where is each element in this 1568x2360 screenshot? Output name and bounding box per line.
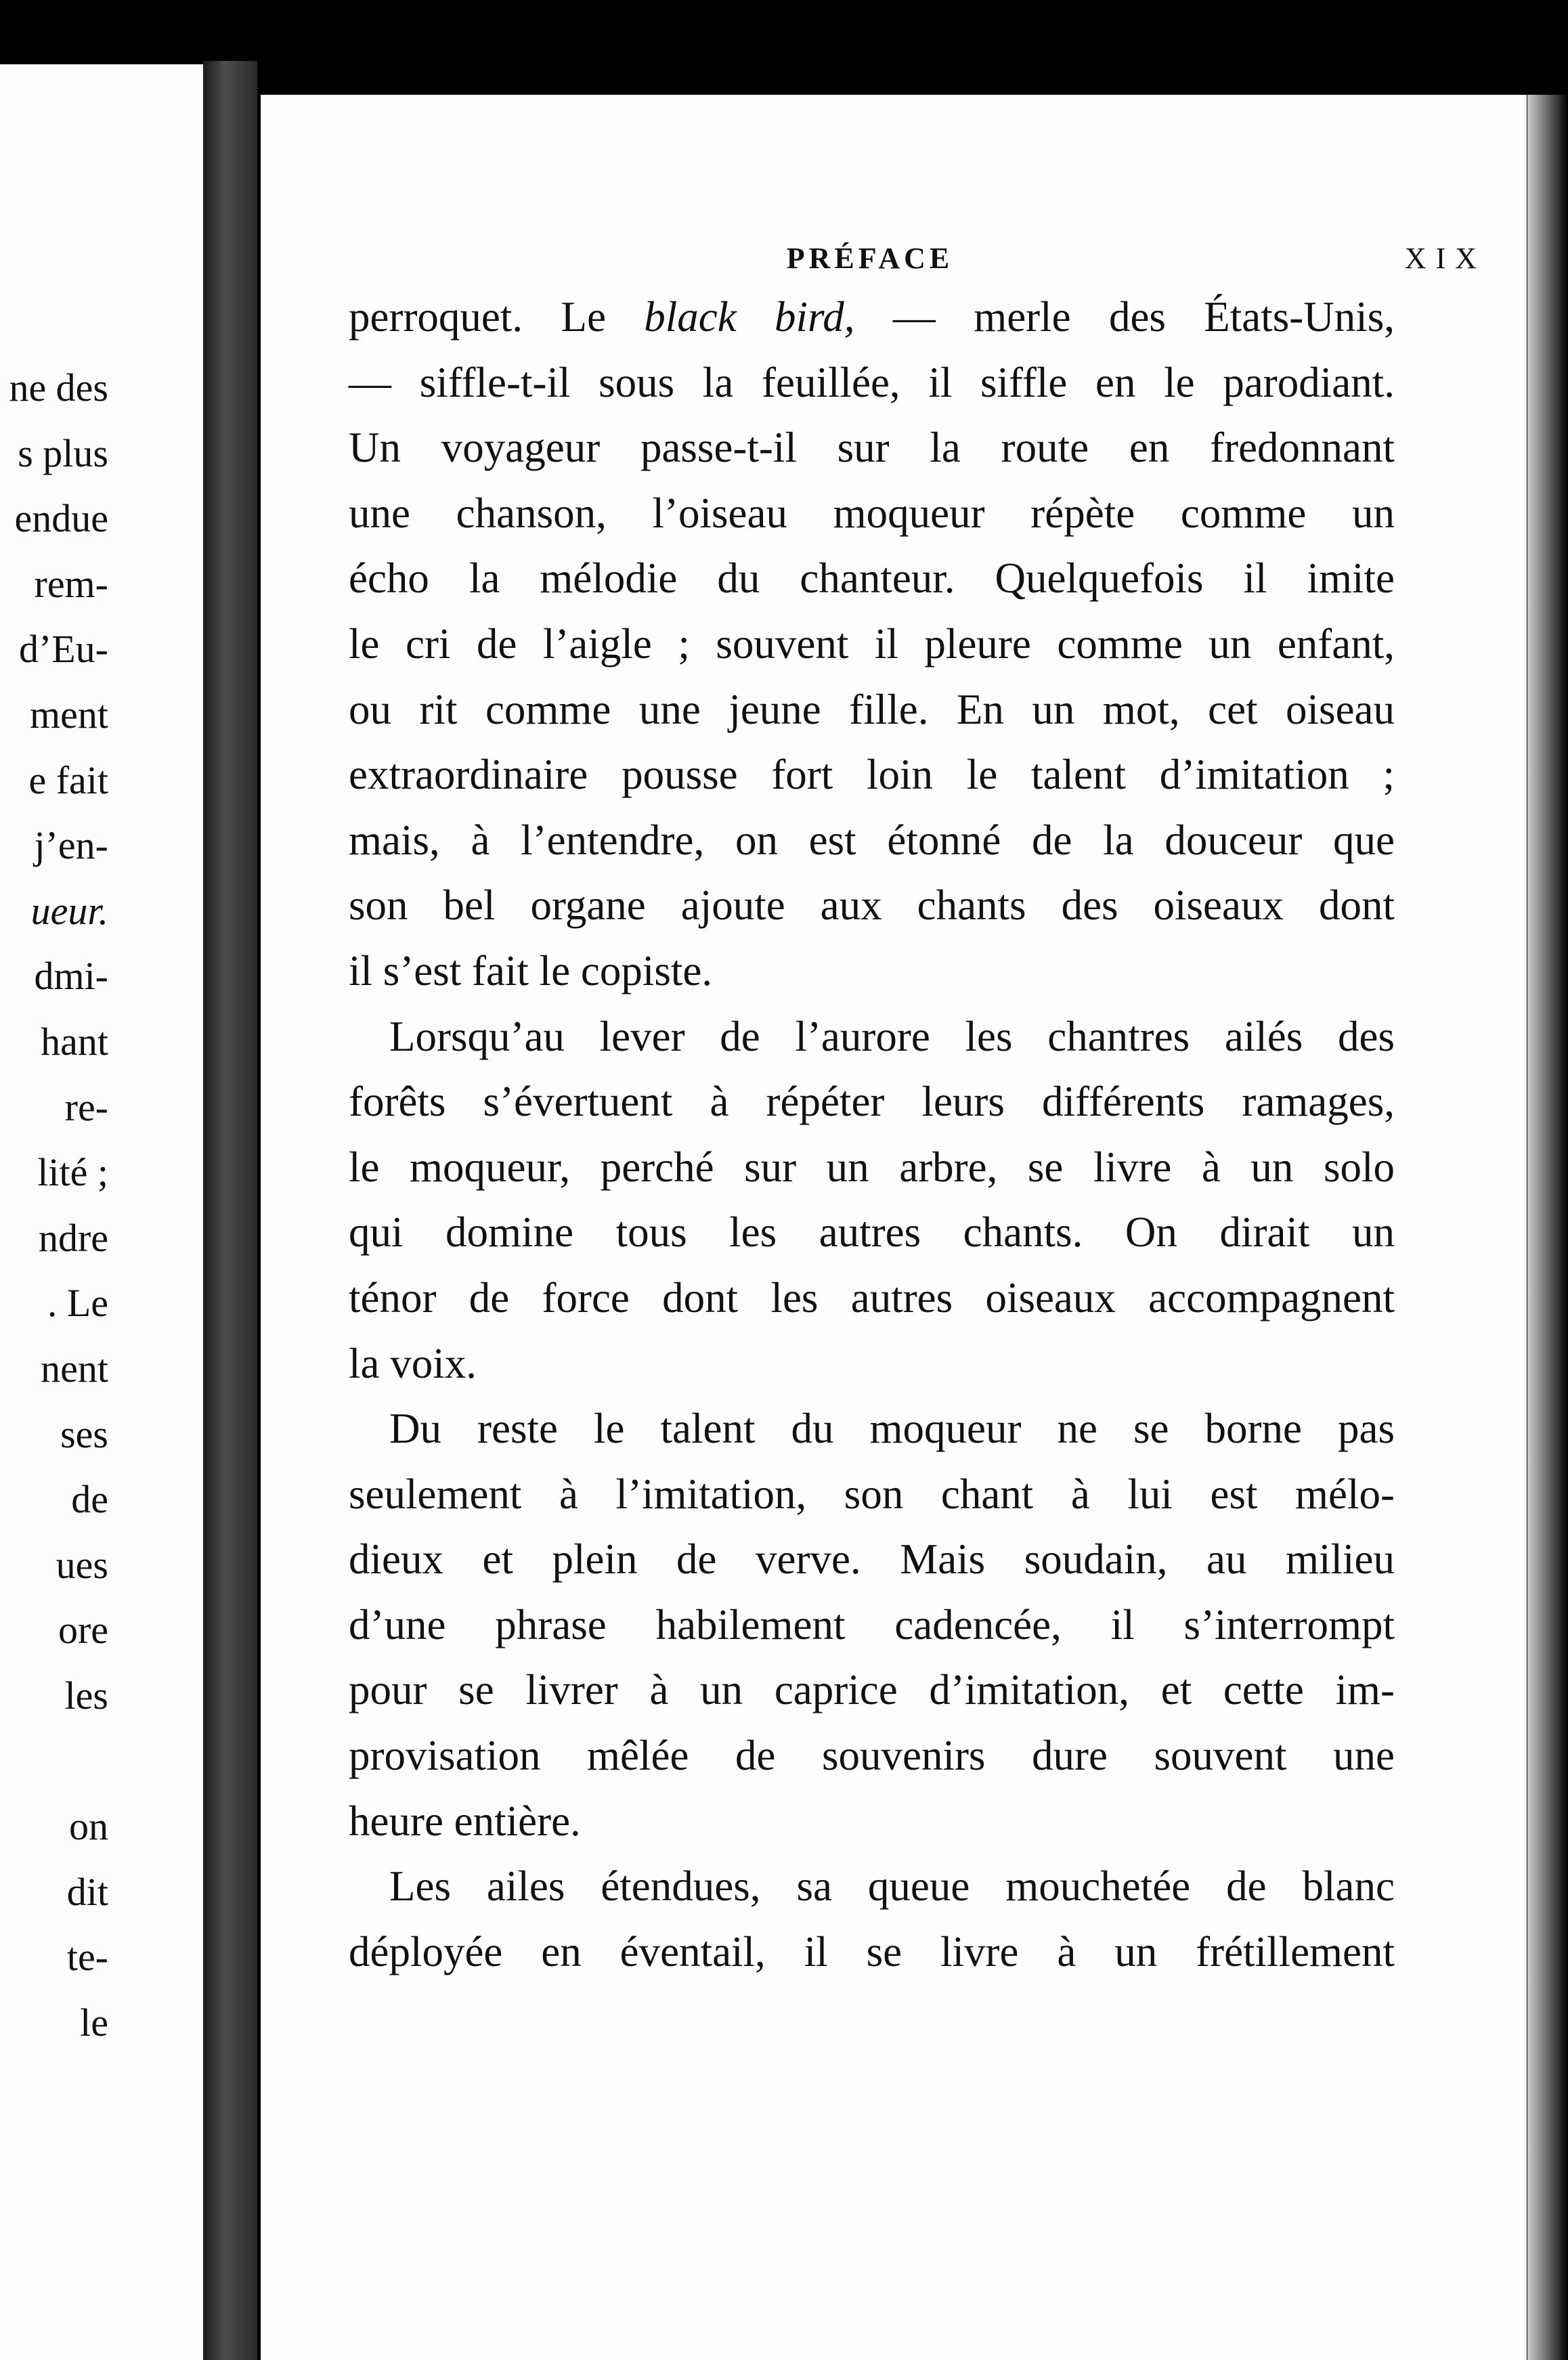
left-line: ues	[56, 1542, 108, 1587]
left-line: ne des	[9, 366, 108, 410]
left-line: ueur.	[30, 888, 108, 933]
text-line: qui domine tous les autres chants. On dirait un	[349, 1208, 1395, 1257]
left-line: hant	[41, 1019, 108, 1064]
left-line: de	[71, 1477, 108, 1522]
left-page-text	[9, 355, 108, 2055]
text-line: le moqueur, perché sur un arbre, se livre à un solo	[349, 1143, 1395, 1191]
left-line: te-	[66, 1935, 108, 1980]
text-line: Lorsqu’au lever de l’aurore les chantres ailés des	[389, 1012, 1395, 1060]
text-line: il s’est fait le copiste.	[349, 946, 713, 995]
left-line: dit	[66, 1869, 108, 1914]
text-line: mais, à l’entendre, on est étonné de la douceur que	[349, 816, 1395, 864]
text-line: écho la mélodie du chanteur. Quelquefois il imite	[349, 554, 1395, 603]
left-line: ore	[58, 1608, 108, 1653]
left-line-blank	[9, 1728, 108, 1794]
left-line: ment	[30, 692, 108, 737]
left-line: e fait	[28, 758, 108, 802]
text-line: dieux et plein de verve. Mais soudain, au milieu	[349, 1535, 1395, 1583]
text-line: une chanson, l’oiseau moqueur répète comme un	[349, 489, 1395, 537]
left-line: nent	[41, 1346, 108, 1391]
left-line: les	[64, 1673, 108, 1718]
body-text	[349, 284, 1395, 1984]
left-line: ndre	[38, 1215, 108, 1260]
left-line: d’Eu-	[18, 627, 108, 672]
text-line: seulement à l’imitation, son chant à lui est mélo-	[349, 1470, 1395, 1518]
left-line: s plus	[18, 431, 108, 475]
book-gutter	[203, 61, 257, 2360]
text-line: ténor de force dont les autres oiseaux accompagnent	[349, 1273, 1395, 1321]
text-line: ou rit comme une jeune fille. En un mot, cet oiseau	[349, 685, 1395, 733]
text-line: forêts s’évertuent à répéter leurs différents ramages,	[349, 1078, 1395, 1126]
text-line: pour se livrer à un caprice d’imitation, et cette im-	[349, 1666, 1395, 1714]
text-line: Un voyageur passe-t-il sur la route en fredonnant	[349, 424, 1395, 472]
page-edge-shadow	[1527, 95, 1568, 2360]
right-page	[261, 95, 1527, 2360]
left-line: ses	[60, 1412, 108, 1456]
running-title: PRÉFACE	[786, 242, 954, 275]
left-line: le	[80, 2000, 108, 2045]
left-line: re-	[64, 1085, 108, 1129]
left-line: on	[69, 1804, 108, 1849]
left-line: . Le	[47, 1281, 108, 1326]
left-line: rem-	[34, 561, 108, 606]
left-line: endue	[14, 496, 108, 541]
italic-phrase: black bird,	[644, 293, 855, 341]
left-line: dmi-	[34, 954, 108, 999]
left-line: j’en-	[34, 823, 108, 868]
text-line: provisation mêlée de souvenirs dure souvent une	[349, 1732, 1395, 1780]
text-line	[349, 284, 1395, 350]
text-line: son bel organe ajoute aux chants des oiseaux dont	[349, 881, 1395, 930]
left-page	[0, 64, 203, 2360]
text-line: heure entière.	[349, 1797, 581, 1845]
running-head	[261, 241, 1527, 282]
text-line: le cri de l’aigle ; souvent il pleure comme un enfant,	[349, 619, 1395, 668]
text-line-content: perroquet. Le black bird, — merle des États-Unis,	[349, 293, 1395, 341]
text-line: — siffle-t-il sous la feuillée, il siffle en le parodiant.	[349, 358, 1395, 406]
text-line: Du reste le talent du moqueur ne se borne pas	[389, 1405, 1395, 1453]
left-line: lité ;	[37, 1150, 108, 1195]
text-line: Les ailes étendues, sa queue mouchetée de blanc	[389, 1862, 1395, 1910]
text-line: déployée en éventail, il se livre à un frétillement	[349, 1927, 1395, 1975]
text-line: extraordinaire pousse fort loin le talent d’imitation ;	[349, 751, 1395, 799]
page-number: XIX	[1404, 242, 1486, 275]
text-line: d’une phrase habilement cadencée, il s’interrompt	[349, 1600, 1395, 1648]
text-line: la voix.	[349, 1339, 477, 1387]
